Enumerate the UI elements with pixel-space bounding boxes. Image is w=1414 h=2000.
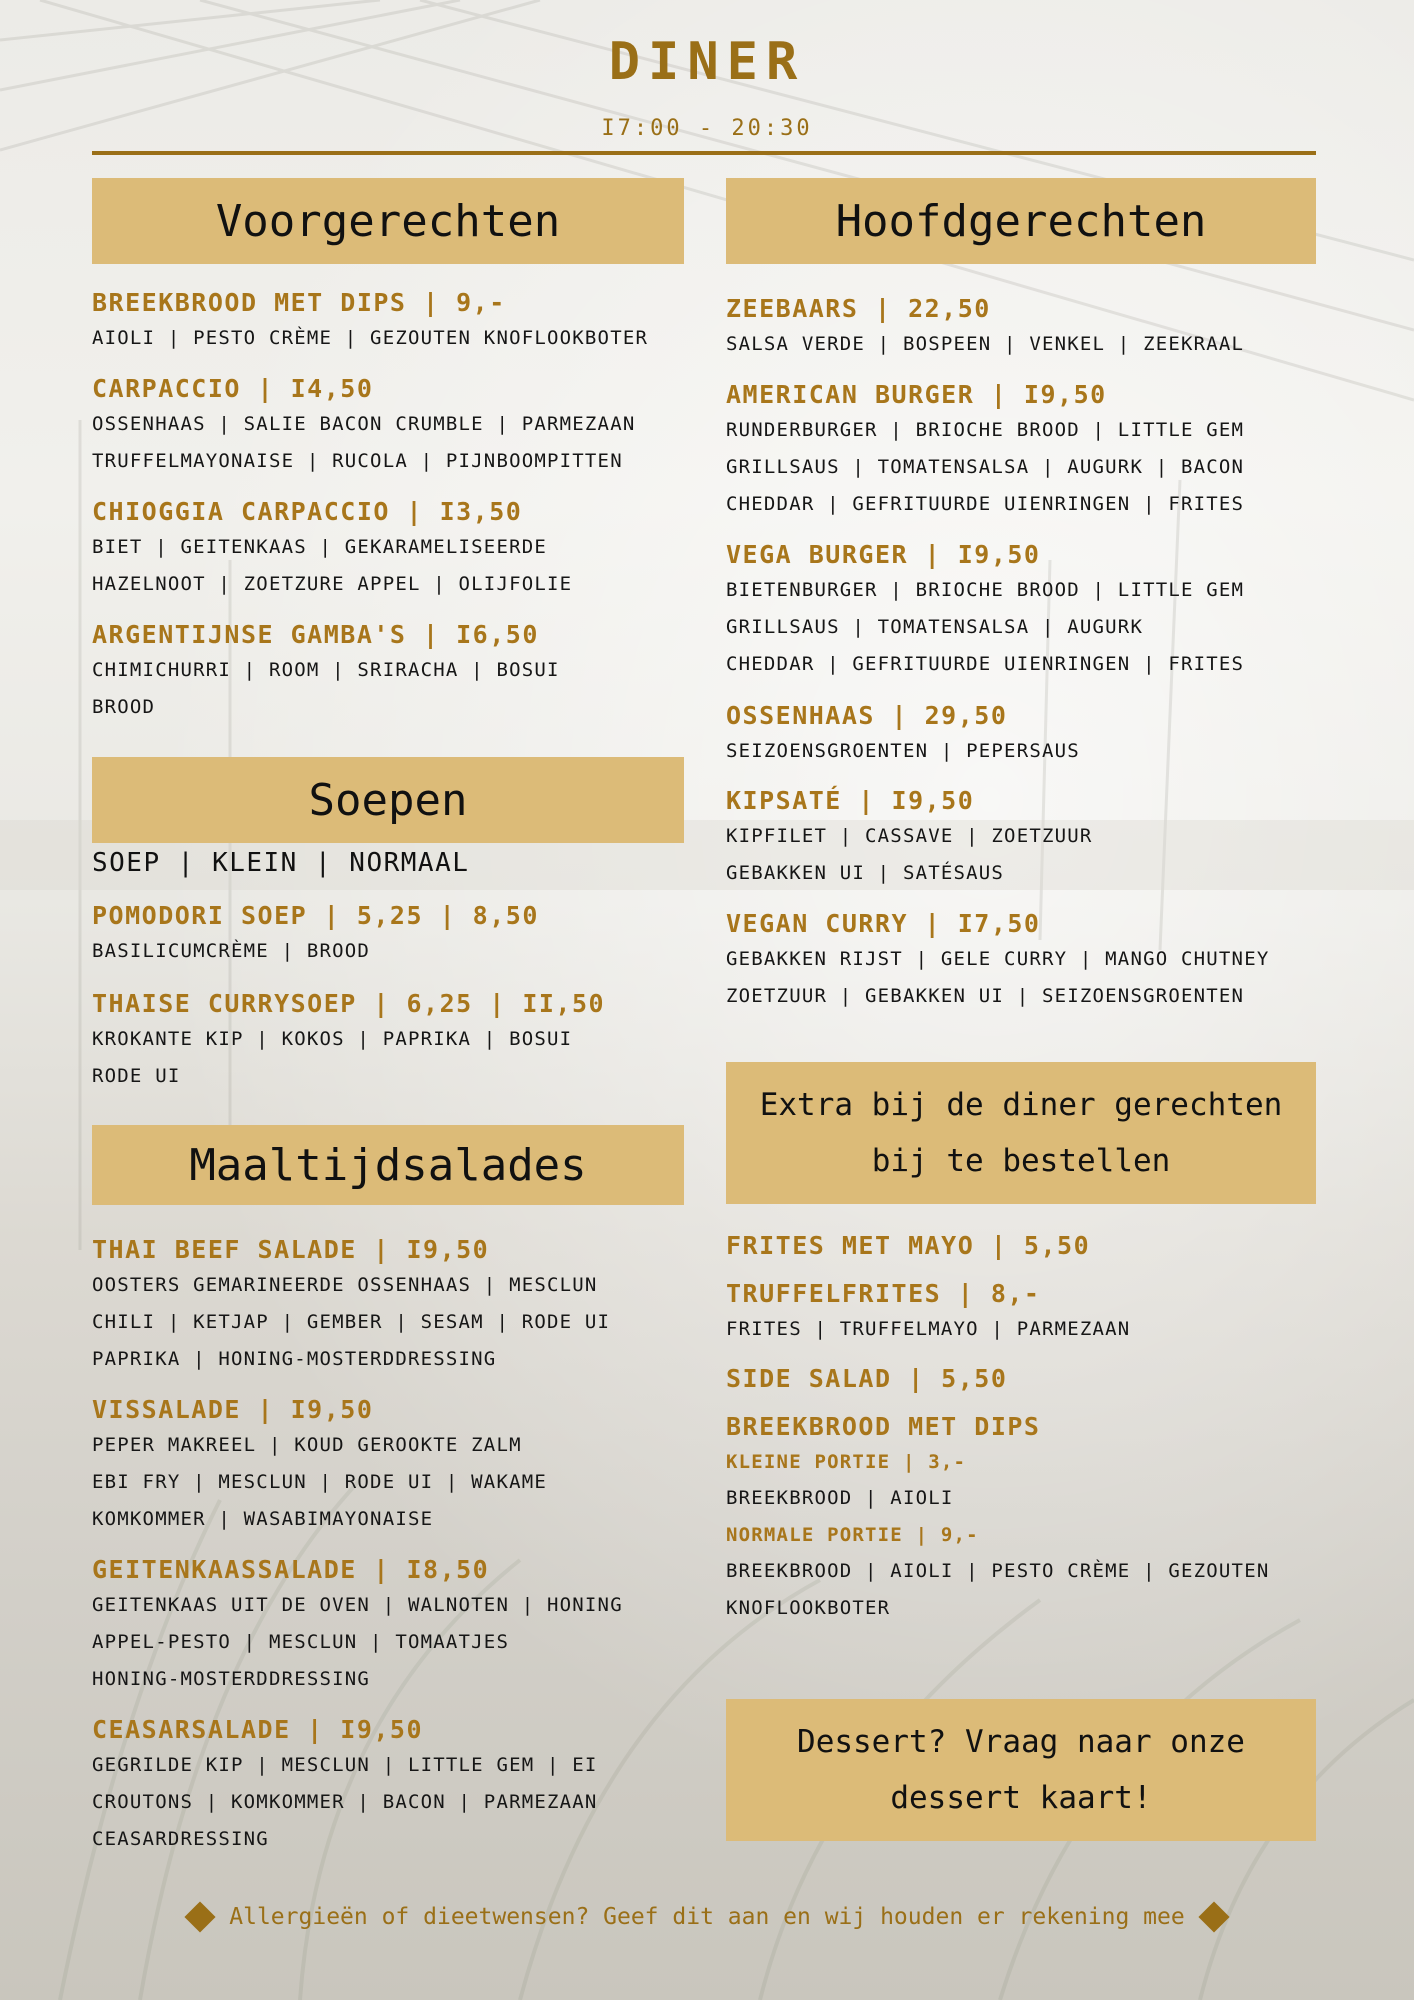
item-description: HONING-MOSTERDDRESSING: [92, 1668, 371, 1690]
extra-item: [726, 1229, 1316, 1263]
item-description: GEGRILDE KIP | MESCLUN | LITTLE GEM | EI: [92, 1754, 598, 1776]
item-description: CEASARDRESSING: [92, 1828, 269, 1850]
item-description: CROUTONS | KOMKOMMER | BACON | PARMEZAAN: [92, 1791, 598, 1813]
menu-item: [92, 1713, 684, 1858]
item-description: GEITENKAAS UIT DE OVEN | WALNOTEN | HONING: [92, 1594, 623, 1616]
item-title: OSSENHAAS | 29,50: [726, 701, 1008, 730]
diamond-icon: [185, 1901, 216, 1932]
dessert-banner: [726, 1699, 1316, 1841]
item-description: ZOETZUUR | GEBAKKEN UI | SEIZOENSGROENTEN: [726, 985, 1245, 1007]
item-description: SEIZOENSGROENTEN | PEPERSAUS: [726, 740, 1080, 762]
menu-item: [92, 1233, 684, 1378]
item-title: SIDE SALAD | 5,50: [726, 1364, 1008, 1393]
soup-size-legend: SOEP | KLEIN | NORMAAL: [92, 848, 470, 878]
menu-item: [726, 378, 1316, 523]
item-title: ARGENTIJNSE GAMBA'S | I6,50: [92, 620, 539, 649]
menu-item: [726, 784, 1316, 892]
item-title: KIPSATÉ | I9,50: [726, 786, 975, 815]
item-description: BIET | GEITENKAAS | GEKARAMELISEERDE: [92, 536, 548, 558]
section-banner-soepen: [92, 757, 684, 843]
item-title: CARPACCIO | I4,50: [92, 374, 374, 403]
item-title: ZEEBAARS | 22,50: [726, 294, 991, 323]
item-description: PAPRIKA | HONING-MOSTERDDRESSING: [92, 1348, 497, 1370]
item-description: FRITES | TRUFFELMAYO | PARMEZAAN: [726, 1318, 1131, 1340]
right-column: [726, 0, 1316, 2000]
allergy-note: [0, 1904, 1414, 1930]
item-description: APPEL-PESTO | MESCLUN | TOMAATJES: [92, 1631, 510, 1653]
opening-hours: I7:00 - 20:30: [601, 116, 813, 141]
item-title: THAISE CURRYSOEP | 6,25 | II,50: [92, 989, 606, 1018]
item-description: PEPER MAKREEL | KOUD GEROOKTE ZALM: [92, 1434, 522, 1456]
item-description: CHIMICHURRI | ROOM | SRIRACHA | BOSUI: [92, 659, 560, 681]
item-title: CEASARSALADE | I9,50: [92, 1715, 424, 1744]
portion-label: NORMALE PORTIE | 9,-: [726, 1524, 979, 1546]
section-heading: Maaltijdsalades: [189, 1139, 587, 1191]
item-description: GRILLSAUS | TOMATENSALSA | AUGURK | BACON: [726, 456, 1245, 478]
menu-item: [92, 987, 684, 1095]
item-description: BROOD: [92, 696, 156, 718]
item-description: SALSA VERDE | BOSPEEN | VENKEL | ZEEKRAAL: [726, 333, 1245, 355]
item-description: OSSENHAAS | SALIE BACON CRUMBLE | PARMEZAAN: [92, 413, 636, 435]
item-title: VEGAN CURRY | I7,50: [726, 909, 1041, 938]
left-column: [92, 0, 684, 2000]
section-banner-voorgerechten: [92, 178, 684, 264]
item-description: GRILLSAUS | TOMATENSALSA | AUGURK: [726, 616, 1144, 638]
menu-item: [92, 618, 684, 726]
item-description: BASILICUMCRÈME | BROOD: [92, 940, 371, 962]
menu-item: [92, 1553, 684, 1698]
item-description: KIPFILET | CASSAVE | ZOETZUUR: [726, 825, 1093, 847]
item-description: CHILI | KETJAP | GEMBER | SESAM | RODE UI: [92, 1311, 611, 1333]
portion-label: KLEINE PORTIE | 3,-: [726, 1451, 967, 1473]
item-title: AMERICAN BURGER | I9,50: [726, 380, 1107, 409]
item-description: RODE UI: [92, 1065, 181, 1087]
menu-item: [726, 292, 1316, 363]
extras-banner: [726, 1062, 1316, 1204]
item-description: EBI FRY | MESCLUN | RODE UI | WAKAME: [92, 1471, 548, 1493]
section-banner-hoofdgerechten: [726, 178, 1316, 264]
item-description: KOMKOMMER | WASABIMAYONAISE: [92, 1508, 434, 1530]
item-description: CHEDDAR | GEFRITUURDE UIENRINGEN | FRITES: [726, 653, 1245, 675]
item-title: VEGA BURGER | I9,50: [726, 540, 1041, 569]
item-title: POMODORI SOEP | 5,25 | 8,50: [92, 901, 539, 930]
item-title: BREEKBROOD MET DIPS: [726, 1412, 1041, 1441]
menu-item: [92, 899, 684, 970]
allergy-text: Allergieën of dieetwensen? Geef dit aan en wij houden er rekening mee: [229, 1904, 1185, 1930]
menu-item: [92, 1393, 684, 1538]
menu-item: [92, 286, 684, 357]
diamond-icon: [1198, 1901, 1229, 1932]
item-description: OOSTERS GEMARINEERDE OSSENHAAS | MESCLUN: [92, 1274, 598, 1296]
item-description: TRUFFELMAYONAISE | RUCOLA | PIJNBOOMPITTEN: [92, 450, 623, 472]
item-description: GEBAKKEN RIJST | GELE CURRY | MANGO CHUTNEY: [726, 948, 1270, 970]
menu-item: [92, 495, 684, 603]
section-heading: Hoofdgerechten: [835, 195, 1207, 247]
extra-item: [726, 1362, 1316, 1396]
dessert-line: Dessert? Vraag naar onze: [797, 1724, 1245, 1760]
item-title: GEITENKAASSALADE | I8,50: [92, 1555, 490, 1584]
item-title: THAI BEEF SALADE | I9,50: [92, 1235, 490, 1264]
item-description: KROKANTE KIP | KOKOS | PAPRIKA | BOSUI: [92, 1028, 573, 1050]
item-title: CHIOGGIA CARPACCIO | I3,50: [92, 497, 523, 526]
extras-heading-line: Extra bij de diner gerechten: [759, 1087, 1283, 1123]
item-description: BIETENBURGER | BRIOCHE BROOD | LITTLE GEM: [726, 579, 1245, 601]
item-description: KNOFLOOKBOTER: [726, 1597, 891, 1619]
dessert-line: dessert kaart!: [890, 1780, 1152, 1816]
item-description: BREEKBROOD | AIOLI: [726, 1487, 954, 1509]
section-banner-salades: [92, 1125, 684, 1205]
menu-item: [92, 372, 684, 480]
item-title: BREEKBROOD MET DIPS | 9,-: [92, 288, 506, 317]
item-description: HAZELNOOT | ZOETZURE APPEL | OLIJFOLIE: [92, 573, 573, 595]
item-title: TRUFFELFRITES | 8,-: [726, 1279, 1041, 1308]
page-title: DINER: [608, 32, 806, 92]
section-heading: Voorgerechten: [215, 195, 561, 247]
item-description: RUNDERBURGER | BRIOCHE BROOD | LITTLE GEM: [726, 419, 1245, 441]
item-description: BREEKBROOD | AIOLI | PESTO CRÈME | GEZOUTEN: [726, 1560, 1270, 1582]
menu-item: [726, 907, 1316, 1015]
item-description: GEBAKKEN UI | SATÉSAUS: [726, 862, 1005, 884]
extras-heading-line: bij te bestellen: [871, 1143, 1171, 1179]
item-title: FRITES MET MAYO | 5,50: [726, 1231, 1091, 1260]
section-heading: Soepen: [308, 774, 468, 826]
extra-item: [726, 1410, 1316, 1627]
menu-item: [726, 699, 1316, 770]
item-title: VISSALADE | I9,50: [92, 1395, 374, 1424]
extra-item: [726, 1277, 1316, 1348]
item-description: CHEDDAR | GEFRITUURDE UIENRINGEN | FRITES: [726, 493, 1245, 515]
item-description: AIOLI | PESTO CRÈME | GEZOUTEN KNOFLOOKBOTER: [92, 327, 649, 349]
menu-item: [726, 538, 1316, 683]
